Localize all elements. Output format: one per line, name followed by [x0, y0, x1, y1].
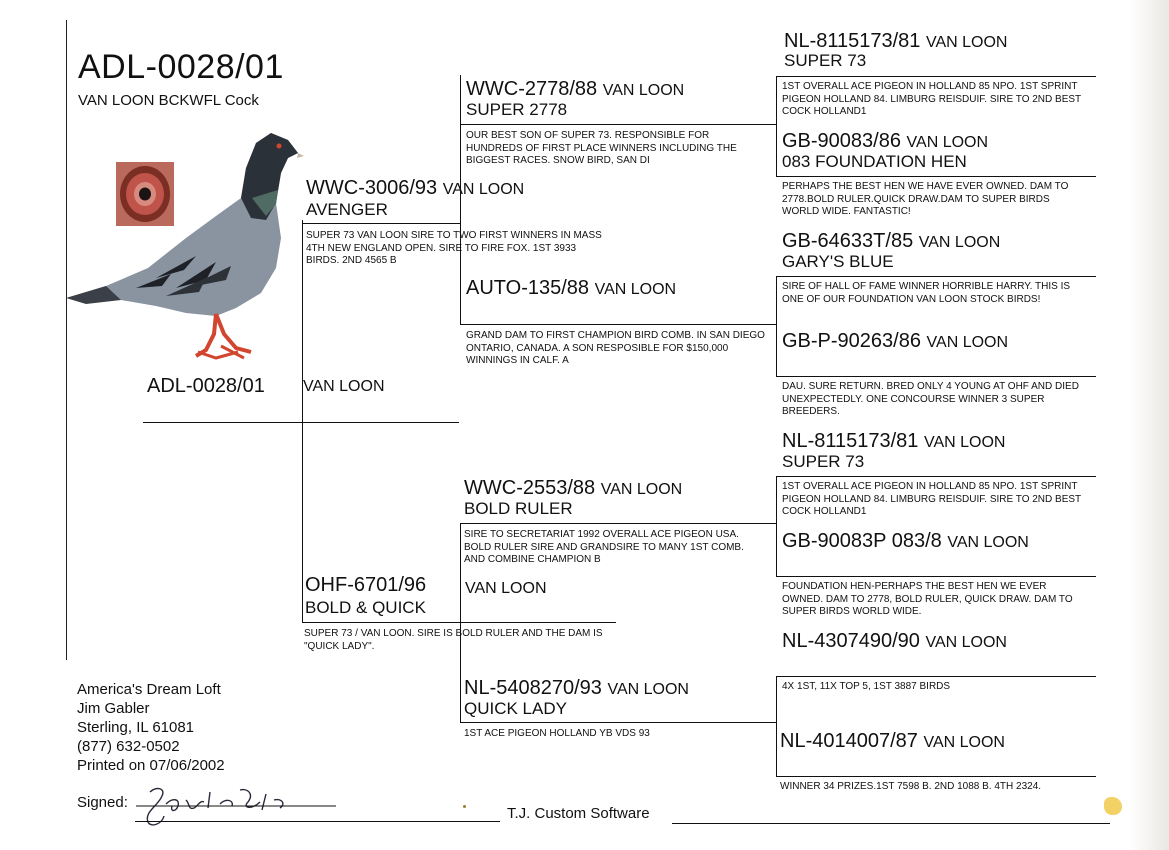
- g2-1-name: SUPER 2778: [466, 100, 568, 119]
- subject-strain: VAN LOON: [303, 378, 385, 395]
- g3-1-name: SUPER 73: [784, 51, 867, 70]
- g3-1-strain: VAN LOON: [925, 34, 1008, 51]
- g2-5-strain: VAN LOON: [607, 681, 689, 698]
- g3-8-band-line: [780, 730, 1005, 753]
- g2-2-band: AUTO-135/88: [466, 277, 590, 299]
- g2-2-band-line: [466, 277, 676, 300]
- sire-name: AVENGER: [306, 200, 388, 219]
- g3-6-note: FOUNDATION HEN-PERHAPS THE BEST HEN WE EVER OWNED. DAM TO 2778, BOLD RULER, QUICK DRAW. DAM TO SUPER BIRDS WORLD WIDE.: [782, 581, 1073, 617]
- pigeon-icon: [66, 128, 306, 363]
- g2-5-name: QUICK LADY: [464, 699, 567, 718]
- g2-3-name: BOLD RULER: [464, 499, 573, 518]
- g3-8-note: WINNER 34 PRIZES.1ST 7598 B. 2ND 1088 B. 4TH 2324.: [780, 781, 1042, 792]
- g3-4-note: DAU. SURE RETURN. BRED ONLY 4 YOUNG AT OHF AND DIED UNEXPECTEDLY. ONE CONCOURSE WINNER 3 SUPER BREEDERS.: [782, 381, 1079, 417]
- g3-2-band: GB-90083/86: [782, 130, 901, 152]
- software-credit: T.J. Custom Software: [507, 805, 650, 822]
- g3-6-band-line: [782, 530, 1029, 553]
- dam-band: OHF-6701/96: [305, 574, 427, 596]
- g3-6-strain: VAN LOON: [947, 534, 1029, 551]
- g3-5-band: NL-8115173/81: [782, 430, 919, 452]
- sire-strain: VAN LOON: [442, 181, 525, 198]
- tree-connector-dam: [460, 524, 461, 722]
- g3-3-band: GB-64633T/85: [782, 230, 914, 252]
- g2-3-strain: VAN LOON: [600, 481, 683, 498]
- loft-name: America's Dream Loft: [77, 681, 221, 698]
- g2-5-note: 1ST ACE PIGEON HOLLAND YB VDS 93: [464, 728, 650, 739]
- g2-3-band: WWC-2553/88: [464, 477, 596, 499]
- g2-1-strain: VAN LOON: [602, 82, 685, 99]
- g3-5-underline: [776, 476, 1096, 477]
- g2-3-underline: [460, 523, 776, 524]
- header-description: VAN LOON BCKWFL Cock: [78, 92, 259, 109]
- g3-1-band-line: [784, 30, 1007, 53]
- g2-1-note: OUR BEST SON OF SUPER 73. RESPONSIBLE FOR HUNDREDS OF FIRST PLACE WINNERS INCLUDING THE BIGGEST RACES. SNOW BIRD, SAN DI: [466, 130, 737, 166]
- g2-2-strain: VAN LOON: [594, 281, 677, 298]
- signature-line: [135, 821, 500, 822]
- print-date: Printed on 07/06/2002: [77, 757, 225, 774]
- tree-connector-sire: [460, 75, 461, 325]
- g2-1-underline: [460, 124, 776, 125]
- g3-2-strain: VAN LOON: [906, 134, 989, 151]
- g3-1-band: NL-8115173/81: [784, 30, 921, 52]
- sire-band-line: [306, 177, 524, 200]
- g3-1-note: 1ST OVERALL ACE PIGEON IN HOLLAND 85 NPO. 1ST SPRINT PIGEON HOLLAND 84. LIMBURG REISDUIF. SIRE TO 2ND BEST COCK HOLLAND1: [782, 81, 1081, 117]
- tree-connector-g2-3: [776, 476, 777, 576]
- footer-line-right: [672, 823, 1110, 824]
- signature-icon: [136, 782, 336, 832]
- dam-underline: [302, 622, 616, 623]
- dam-name: BOLD & QUICK: [305, 598, 426, 617]
- g3-6-band: GB-90083P 083/8: [782, 530, 942, 552]
- sire-note: SUPER 73 VAN LOON SIRE TO TWO FIRST WINNERS IN MASS 4TH NEW ENGLAND OPEN. SIRE TO FIRE FOX. 1ST 3933 BIRDS. 2ND 4565 B: [306, 230, 602, 266]
- tree-connector-gen1: [302, 220, 303, 622]
- g2-1-band: WWC-2778/88: [466, 78, 598, 100]
- g3-4-band: GB-P-90263/86: [782, 330, 921, 352]
- tree-connector-g2-4: [776, 676, 777, 776]
- g2-2-note: GRAND DAM TO FIRST CHAMPION BIRD COMB. IN SAN DIEGO ONTARIO, CANADA. A SON RESPOSIBLE FOR $150,000 WINNINGS IN CALF. A: [466, 330, 765, 366]
- g2-3-note: SIRE TO SECRETARIAT 1992 OVERALL ACE PIGEON USA. BOLD RULER SIRE AND GRANDSIRE TO MANY 1ST COMB. AND COMBINE CHAMPION B: [464, 529, 744, 565]
- g3-2-underline: [776, 176, 1096, 177]
- g2-5-underline: [460, 722, 776, 723]
- dam-note: SUPER 73 / VAN LOON. SIRE IS BOLD RULER AND THE DAM IS "QUICK LADY".: [304, 628, 603, 652]
- g3-4-band-line: [782, 330, 1008, 353]
- g3-5-note: 1ST OVERALL ACE PIGEON IN HOLLAND 85 NPO. 1ST SPRINT PIGEON HOLLAND 84. LIMBURG REISDUIF. SIRE TO 2ND BEST COCK HOLLAND1: [782, 481, 1081, 517]
- loft-phone: (877) 632-0502: [77, 738, 180, 755]
- g3-7-underline: [776, 676, 1096, 677]
- loft-address: Sterling, IL 61081: [77, 719, 195, 736]
- g3-5-name: SUPER 73: [782, 452, 865, 471]
- g2-4-strain: VAN LOON: [465, 580, 547, 597]
- loft-owner: Jim Gabler: [77, 700, 150, 717]
- g2-5-band-line: [464, 677, 689, 700]
- g3-2-name: 083 FOUNDATION HEN: [782, 152, 967, 171]
- g3-7-band-line: [782, 630, 1007, 653]
- g3-5-strain: VAN LOON: [923, 434, 1006, 451]
- g3-4-underline: [776, 376, 1096, 377]
- g3-3-strain: VAN LOON: [918, 234, 1001, 251]
- page-edge-shadow: [1129, 0, 1169, 850]
- g2-2-underline: [460, 324, 776, 325]
- signed-label: Signed:: [77, 794, 128, 811]
- g2-1-band-line: [466, 78, 684, 101]
- g3-8-strain: VAN LOON: [923, 734, 1005, 751]
- g3-3-underline: [776, 276, 1096, 277]
- tree-connector-g2-1: [776, 76, 777, 176]
- subject-underline: [143, 422, 459, 423]
- sire-underline: [302, 223, 460, 224]
- g3-3-name: GARY'S BLUE: [782, 252, 894, 271]
- g2-3-band-line: [464, 477, 682, 500]
- g3-2-band-line: [782, 130, 988, 153]
- g3-7-note: 4X 1ST, 11X TOP 5, 1ST 3887 BIRDS: [782, 681, 951, 692]
- sire-band: WWC-3006/93: [306, 177, 438, 199]
- g3-5-band-line: [782, 430, 1005, 453]
- g3-3-note: SIRE OF HALL OF FAME WINNER HORRIBLE HARRY. THIS IS ONE OF OUR FOUNDATION VAN LOON STOCK BIRDS!: [782, 281, 1071, 305]
- g3-8-underline: [776, 776, 1096, 777]
- g3-2-note: PERHAPS THE BEST HEN WE HAVE EVER OWNED. DAM TO 2778.BOLD RULER.QUICK DRAW.DAM TO SUPER BIRDS WORLD WIDE. FANTASTIC!: [782, 181, 1069, 217]
- g3-7-strain: VAN LOON: [925, 634, 1007, 651]
- g3-6-underline: [776, 576, 1096, 577]
- tree-connector-g2-2: [776, 276, 777, 376]
- header-band-number: ADL-0028/01: [78, 48, 284, 86]
- g3-4-strain: VAN LOON: [926, 334, 1009, 351]
- g3-3-band-line: [782, 230, 1000, 253]
- g3-8-band: NL-4014007/87: [780, 730, 918, 752]
- g3-7-band: NL-4307490/90: [782, 630, 920, 652]
- g3-1-underline: [776, 76, 1096, 77]
- dot-mark: [463, 805, 466, 808]
- subject-band: ADL-0028/01: [147, 375, 265, 397]
- sticker-mark: [1104, 797, 1122, 815]
- loft-info: [77, 680, 225, 775]
- g2-5-band: NL-5408270/93: [464, 677, 602, 699]
